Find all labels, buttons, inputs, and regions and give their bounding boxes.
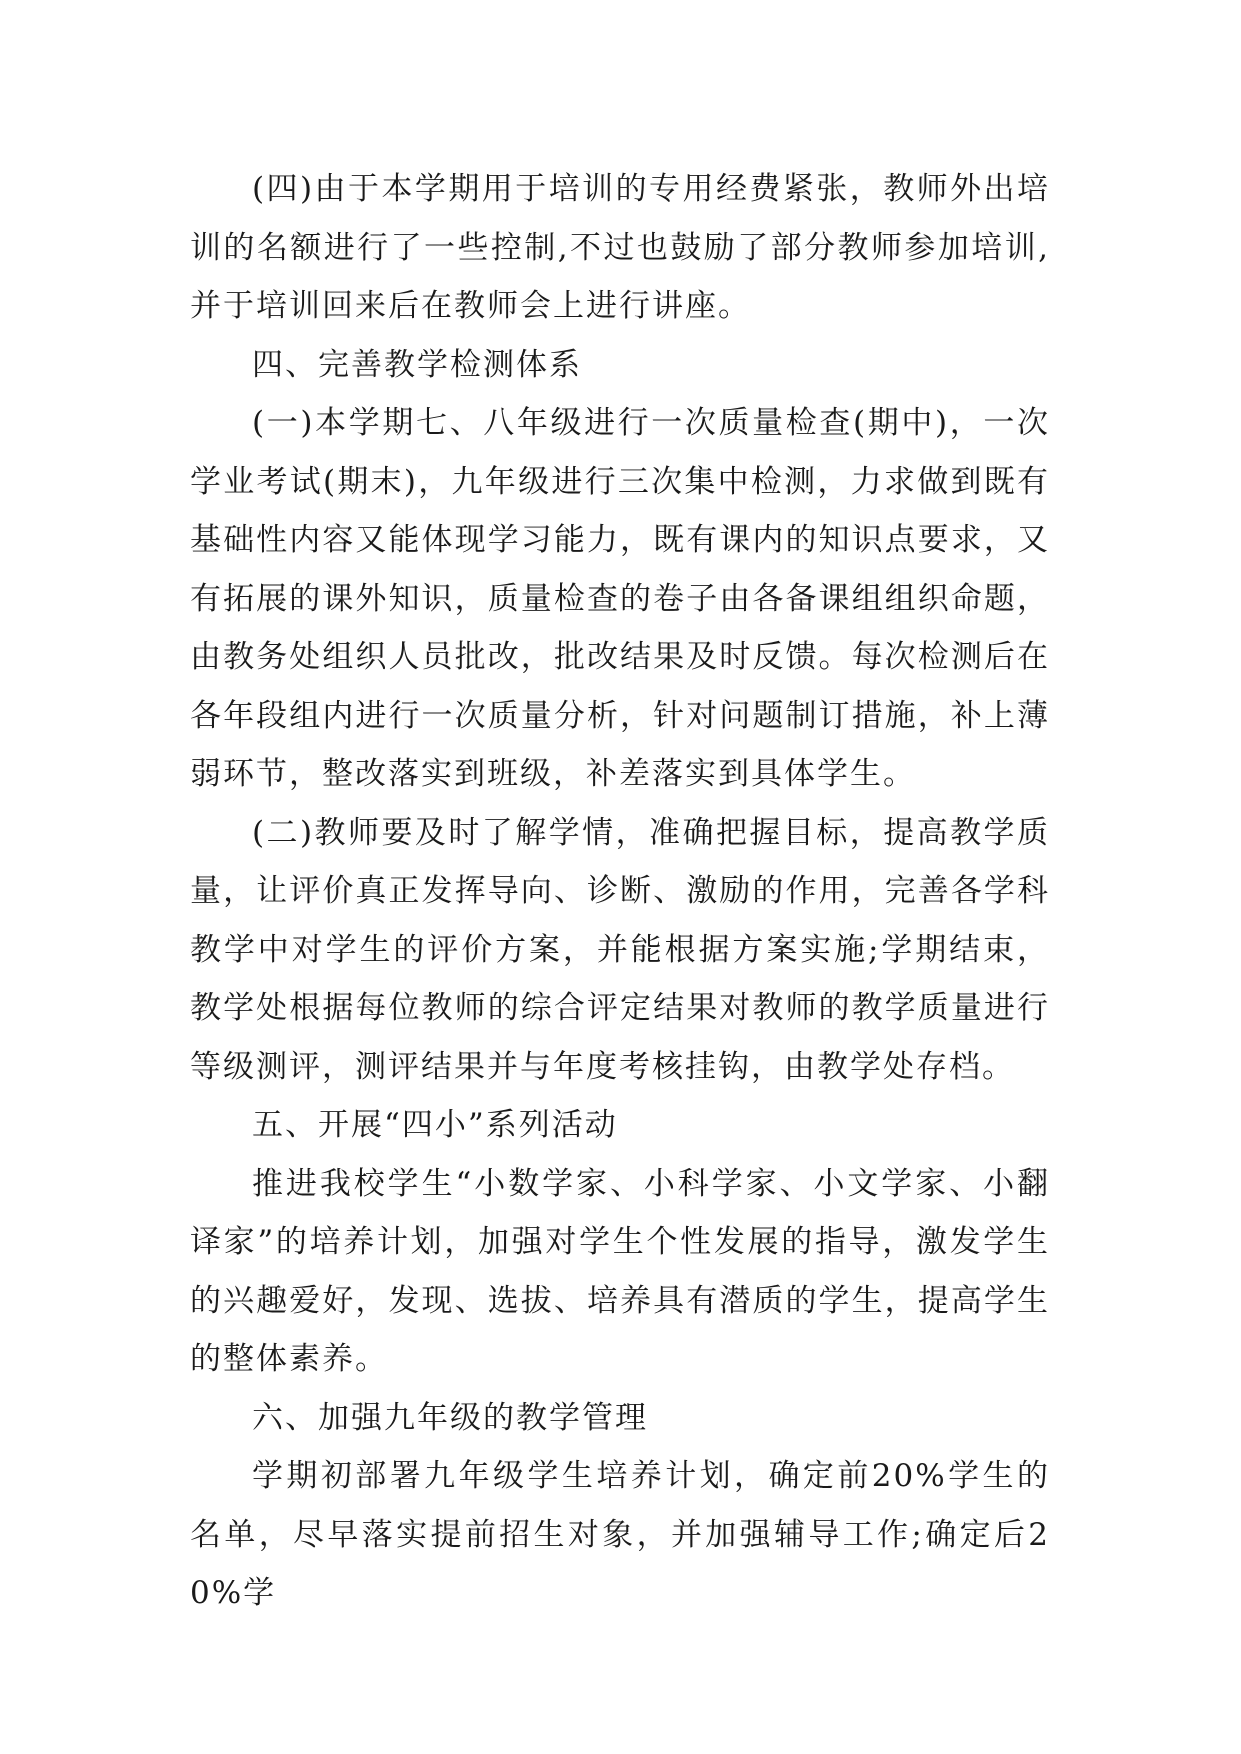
paragraph-teacher-evaluation: (二)教师要及时了解学情，准确把握目标，提高教学质量，让评价真正发挥导向、诊断、激励的作用，完善各学科教学中对学生的评价方案，并能根据方案实施;学期结束，教学处根据每位教师的综合评定结果对教师的教学质量进行等级测评，测评结果并与年度考核挂钩，由教学处存档。 [190, 814, 1050, 1085]
paragraph-grade-nine-plan: 学期初部署九年级学生培养计划，确定前20%学生的名单，尽早落实提前招生对象，并加强辅导工作;确定后20%学 [190, 1458, 1050, 1611]
paragraph-four-small-plan: 推进我校学生“小数学家、小科学家、小文学家、小翻译家”的培养计划，加强对学生个性发展的指导，激发学生的兴趣爱好，发现、选拔、培养具有潜质的学生，提高学生的整体素养。 [190, 1165, 1050, 1377]
paragraph-training-budget: (四)由于本学期用于培训的专用经费紧张，教师外出培训的名额进行了一些控制,不过也鼓励了部分教师参加培训,并于培训回来后在教师会上进行讲座。 [190, 171, 1050, 324]
section-heading-grade-nine-management: 六、加强九年级的教学管理 [252, 1399, 648, 1436]
document-body [190, 160, 1050, 1623]
section-heading-testing-system: 四、完善教学检测体系 [252, 346, 582, 383]
section-heading-four-small-activities: 五、开展“四小”系列活动 [252, 1107, 618, 1143]
paragraph-quality-checks: (一)本学期七、八年级进行一次质量检查(期中)，一次学业考试(期末)，九年级进行三次集中检测，力求做到既有基础性内容又能体现学习能力，既有课内的知识点要求，又有拓展的课外知识，质量检查的卷子由各备课组组织命题，由教务处组织人员批改，批改结果及时反馈。每次检测后在各年段组内进行一次质量分析，针对问题制订措施，补上薄弱环节，整改落实到班级，补差落实到具体学生。 [190, 405, 1050, 792]
